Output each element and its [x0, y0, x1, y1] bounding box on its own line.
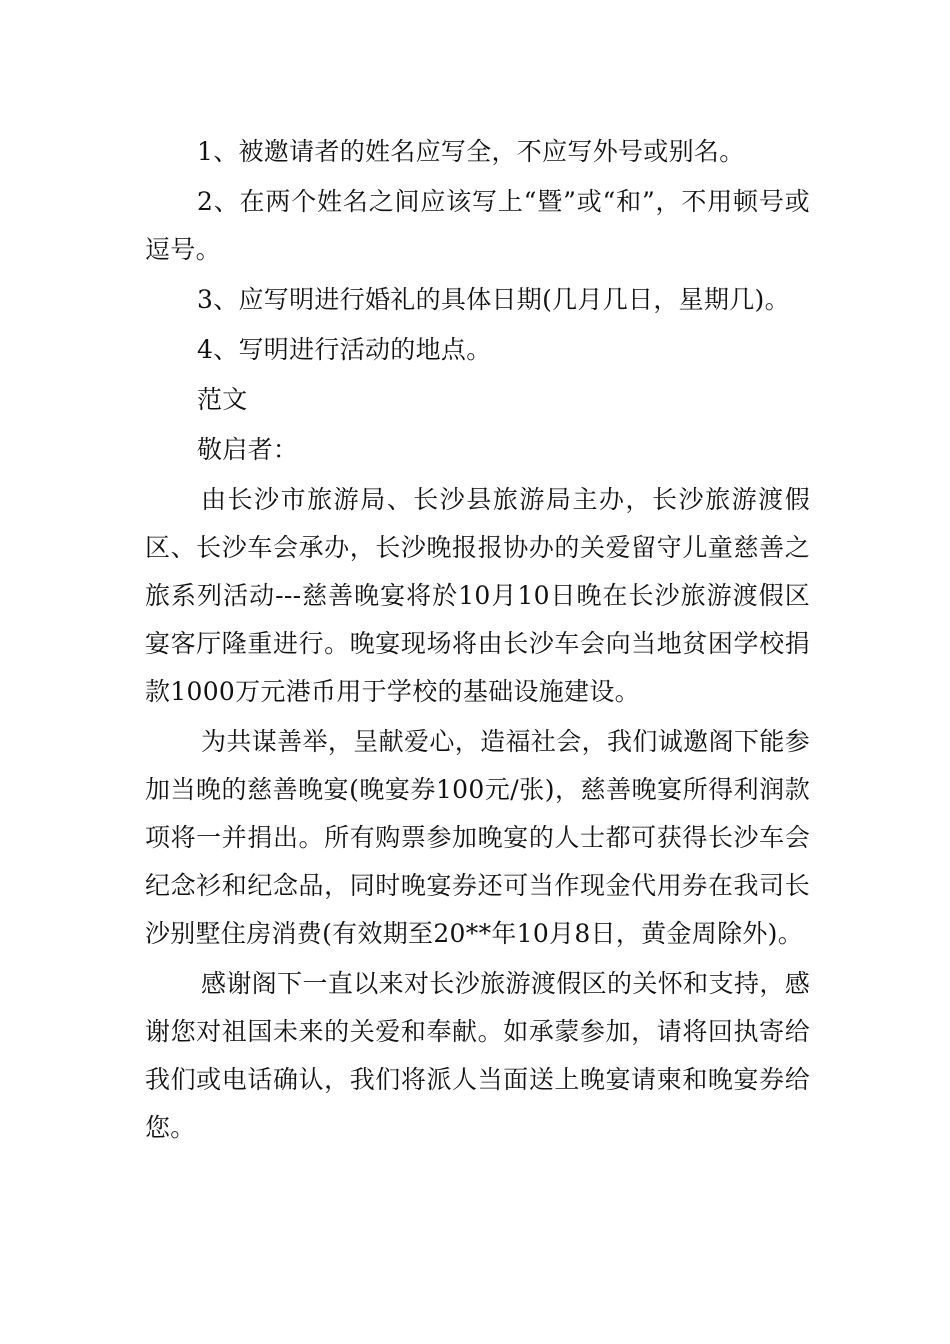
- sample-heading: 范文: [197, 385, 248, 414]
- rule-item-3: 3、应写明进行婚礼的具体日期(几月几日，星期几)。: [197, 285, 790, 314]
- body-paragraph-event: 由长沙市旅游局、长沙县旅游局主办，长沙旅游渡假区、长沙车会承办，长沙晚报报协办的关爱留守儿童慈善之旅系列活动---慈善晚宴将於10月10日晚在长沙旅游渡假区宴客厅隆重进行。晚宴现场将由长沙车会向当地贫困学校捐款1000万元港币用于学校的基础设施建设。: [145, 485, 810, 706]
- rule-item-1: 1、被邀请者的姓名应写全，不应写外号或别名。: [197, 137, 745, 166]
- body-paragraph-invitation: 为共谋善举，呈献爱心，造福社会，我们诚邀阁下能参加当晚的慈善晚宴(晚宴券100元/张)，慈善晚宴所得利润款项将一并捐出。所有购票参加晚宴的人士都可获得长沙车会纪念衫和纪念品，同时晚宴券还可当作现金代用券在我司长沙别墅住房消费(有效期至20**年10月8日，黄金周除外)。: [145, 727, 810, 948]
- rule-item-4: 4、写明进行活动的地点。: [197, 335, 492, 364]
- body-paragraph-thanks: 感谢阁下一直以来对长沙旅游渡假区的关怀和支持，感谢您对祖国未来的关爱和奉献。如承蒙参加，请将回执寄给我们或电话确认，我们将派人当面送上晚宴请柬和晚宴券给您。: [145, 969, 810, 1142]
- salutation: 敬启者：: [197, 435, 299, 464]
- rule-item-2: 2、在两个姓名之间应该写上“暨”或“和”，不用顿号或逗号。: [145, 187, 810, 264]
- document-body: [145, 128, 810, 1154]
